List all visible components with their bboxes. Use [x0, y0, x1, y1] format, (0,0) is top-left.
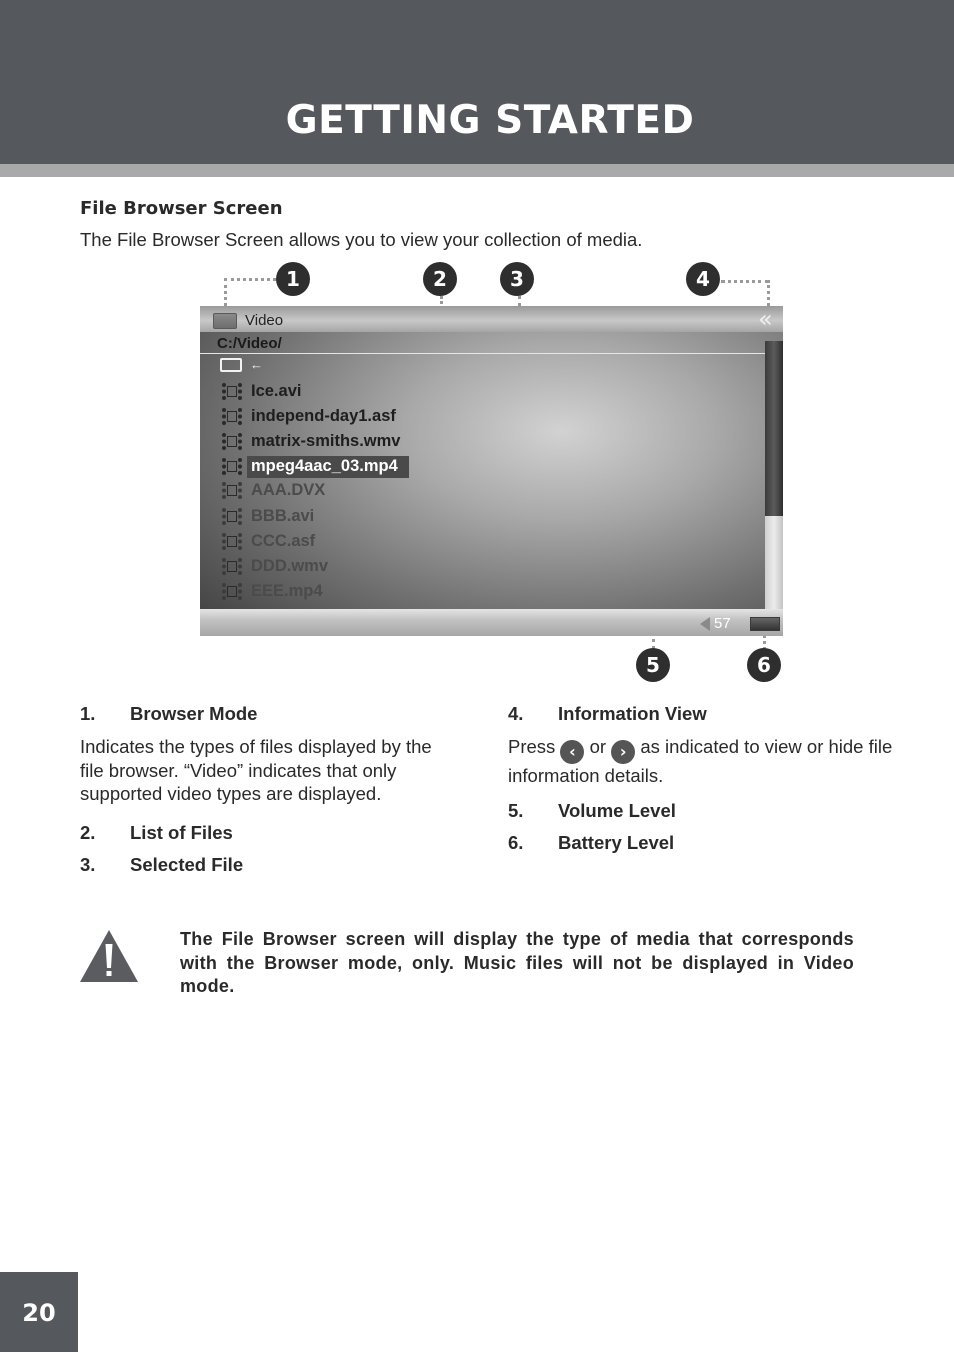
- leader-line-1: [224, 278, 276, 281]
- film-icon: [222, 383, 242, 400]
- legend-number: 2.: [80, 822, 96, 843]
- current-path: C:/Video/: [217, 335, 282, 352]
- film-icon: [222, 508, 242, 525]
- file-list-item[interactable]: [200, 431, 760, 453]
- legend-title: Battery Level: [558, 832, 675, 853]
- legend-item-battery-level: [508, 832, 674, 854]
- leader-line-4: [721, 280, 769, 283]
- legend-item-information-view: [508, 703, 707, 725]
- file-list-item[interactable]: [200, 506, 760, 528]
- header-stripe: [0, 164, 954, 177]
- callout-2: 2: [423, 262, 457, 296]
- legend-title: List of Files: [130, 822, 233, 843]
- file-name: matrix-smiths.wmv: [251, 432, 401, 450]
- callout-1: 1: [276, 262, 310, 296]
- parent-folder-arrow[interactable]: ←: [250, 357, 263, 372]
- file-list-item[interactable]: [200, 381, 760, 403]
- legend-title: Selected File: [130, 854, 244, 875]
- film-icon: [222, 408, 242, 425]
- callout-3: 3: [500, 262, 534, 296]
- film-icon: [222, 433, 242, 450]
- file-name: EEE.mp4: [251, 582, 323, 600]
- film-icon: [222, 558, 242, 575]
- scrollbar-thumb[interactable]: [765, 341, 783, 516]
- page-header: [0, 0, 954, 164]
- legend-description: Indicates the types of files displayed by the file browser. “Video” indicates that only supported video types are displayed.: [80, 736, 432, 804]
- page-number: 20: [22, 1299, 56, 1327]
- file-list-item[interactable]: [200, 406, 760, 428]
- path-divider: [200, 353, 783, 354]
- file-name: CCC.asf: [251, 532, 316, 550]
- chevron-right-icon: ›: [611, 740, 635, 764]
- legend-number: 3.: [80, 854, 96, 875]
- browser-mode-label: Video: [245, 312, 284, 329]
- film-icon: [222, 458, 242, 475]
- film-icon: [222, 533, 242, 550]
- legend-number: 6.: [508, 832, 524, 853]
- screen-top-bar: [200, 306, 783, 332]
- browser-mode-icon: [213, 313, 237, 329]
- file-browser-screenshot: [200, 306, 783, 636]
- volume-icon: [700, 617, 710, 631]
- film-icon: [222, 482, 242, 499]
- legend-title: Volume Level: [558, 800, 676, 821]
- legend-item-browser-mode: [80, 703, 257, 725]
- legend-number: 5.: [508, 800, 524, 821]
- desc-or: or: [589, 736, 607, 757]
- legend-number: 1.: [80, 703, 96, 724]
- film-icon: [222, 583, 242, 600]
- file-list-item[interactable]: [200, 556, 760, 578]
- page-number-box: [0, 1272, 78, 1352]
- file-name: DDD.wmv: [251, 557, 329, 575]
- file-name: AAA.DVX: [251, 481, 326, 499]
- legend-item-list-of-files: [80, 822, 233, 844]
- callout-6: 6: [747, 648, 781, 682]
- legend-item-volume-level: [508, 800, 676, 822]
- desc-press: Press: [508, 736, 556, 757]
- file-name: mpeg4aac_03.mp4: [251, 457, 398, 475]
- screen-status-bar: [200, 609, 783, 636]
- file-name: Ice.avi: [251, 382, 302, 400]
- chevron-left-icon: ‹: [560, 740, 584, 764]
- callout-5: 5: [636, 648, 670, 682]
- file-list-item[interactable]: [200, 531, 760, 553]
- volume-level: 57: [714, 615, 731, 632]
- file-list-item[interactable]: [200, 581, 760, 603]
- legend-item-selected-file: [80, 854, 243, 876]
- warning-icon: [80, 930, 138, 982]
- file-name: BBB.avi: [251, 507, 315, 525]
- battery-icon: [750, 617, 780, 631]
- legend-number: 4.: [508, 703, 524, 724]
- device-screen: [200, 306, 783, 636]
- desc-rest: as indicated to view or hide file information details.: [508, 736, 893, 786]
- section-intro: The File Browser Screen allows you to view your collection of media.: [80, 229, 643, 250]
- file-list-item[interactable]: [200, 480, 760, 502]
- selected-file-item[interactable]: [200, 456, 760, 478]
- legend-description: [508, 735, 908, 788]
- warning-note: The File Browser screen will display the type of media that corresponds with the Browser mode, only. Music files will not be displayed in Video mode.: [180, 929, 854, 996]
- file-name: independ-day1.asf: [251, 407, 396, 425]
- section-heading: File Browser Screen: [80, 198, 283, 219]
- legend-title: Information View: [558, 703, 707, 724]
- legend-title: Browser Mode: [130, 703, 258, 724]
- double-chevron-left-icon[interactable]: «: [758, 306, 773, 333]
- folder-icon[interactable]: [220, 358, 242, 372]
- callout-4: 4: [686, 262, 720, 296]
- page-title: GETTING STARTED: [285, 98, 695, 143]
